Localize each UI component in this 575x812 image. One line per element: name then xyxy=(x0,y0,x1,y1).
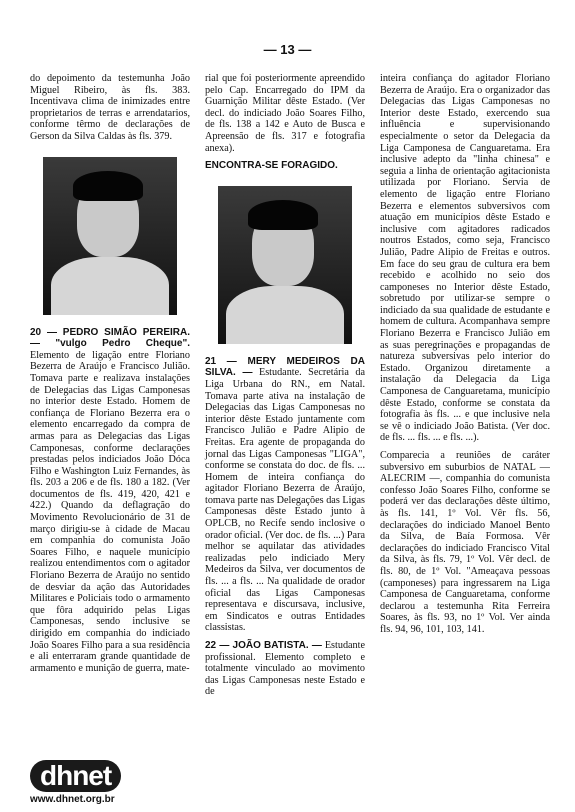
logo-mark: dhnet xyxy=(30,760,121,792)
portrait-photo-mery xyxy=(218,186,352,344)
column-middle xyxy=(205,73,365,704)
col3-para2: Comparecia a reuniões de caráter subversivo em suburbios de NATAL — ALECRIM —, companhia do comunista confesso João Soares Filho, conforme se poderá ver das declarações dêste último, às fls. 141, 1º Vol. Vêr fls. 56, declarações do indiciado Manoel Bento da Silva, de Baía Formosa. Vêr declarações do indiciado Francisco Vital da Silva, às fls. 79, 1º Vol. Vêr decl. de fls. 80, de 1º Vol. "Ameaçava pessoas (camponeses) para ingressarem na Liga Camponesa de Canguaretama, conforme declarou a testemunha Rita Ferreira Soares, às fls. 93, no 1º Vol. Ver ainda fls. 94, 96, 101, 103, 141. xyxy=(380,450,550,635)
column-left xyxy=(30,73,190,680)
dhnet-logo xyxy=(30,760,121,805)
entry-20-body: Elemento de ligação entre Floriano Bezerra de Araújo e Francisco Julião. Tomava parte e realizava instalações de Delegacias das Ligas Camponesas no interior deste Estado. Homem de confiança de Floriano Bezerra era o elemento encarregado da compra de armas para as Delegacias das Ligas Camponesas, conforme declarações prestadas pelos indiciados João Dóca Filho e Washington Luiz Fernandes, às fls. 203 a 206 e de fls. 180 a 182. (Ver documentos de fls. 419, 420, 421 e 422.) Quando da deflagração do Movimento Revolucionário de 31 de março dirigiu-se à cidade de Macau em companhia do comunista João Soares Filho, e naquele município realizou entendimentos com o agitador Floriano Bezerra de Araújo no sentido de desviar da ação das Autoridades Militares e Policiais todo o armamento que fôra adquirido pelas Ligas Camponesas, sendo inclusive se dirigido em companhia do indiciado João Soares Filho para a sua residência e ali enterraram grande quantidade de armamento e munição de guerra, mate- xyxy=(30,349,190,674)
col3-body: inteira confiança do agitador Floriano Bezerra de Araújo. Era o organizador das Delegacias das Ligas Camponesas no Interior deste Estado, exercendo sua influência e supervisionando especialmente o setor da Delegacia da Liga Camponesa de Canguaretama. Era inclusive adepto da "linha chinesa" e seguia a linha de orientação agitacionista utilizada por Floriano. Servia de elemento de ligação entre Floriano Bezerra e elementos subversivos com atuação em municípios dêste Estado e inclusive com agitadores radicados noutros Estados, como seja, Francisco Julião, Padre Alipio de Freitas e outros. Em face do seu grau de cultura era bem recebido e acolhido no seio dos camponeses no Interior dêste Estado, sobretudo por utilizar-se sempre o indiciado da sua qualidade de estudante e homem de cultura. Acompanhava sempre Floriano Bezerra e Francisco Julião em as suas peregrinações e propagandas de natureza subversivas pelo interior do Estado. Organizou diretamente a instalação da Delegacia da Liga Camponesa de Canguaretama, município dêste Estado, conforme se constata da fotografia às fls. ... e que inclusive nela se vê o indiciado João Batista. (Ver doc. de fls. ... fls. ... e fls. ...). xyxy=(380,73,550,444)
entry-22-heading: 22 — JOÃO BATISTA. — xyxy=(205,640,322,651)
entry-20 xyxy=(30,327,190,675)
foragido-notice: ENCONTRA-SE FORAGIDO. xyxy=(205,160,338,172)
entry-21-body: Estudante. Secretária da Liga Urbana do RN., em Natal. Tomava parte ativa na instalação de Delegacias das Ligas Camponesas no interior dêste Estado juntamente com Francisco Julião e Padre Alipio de Freitas. Era agente de propaganda do jornal das Ligas Camponesas "LIGA", conforme se constata do doc. de fls. ... Homem de inteira confiança do agitador Floriano Bezerra de Araújo, tomava parte nas Delegações das Ligas Camponesas dêste Estado junto à OPLCB, no Recife sendo inclosive o orador oficial. (Ver doc. de fls. ...) Para melhor se aquilatar das atividades realizadas pelo indiciado Mery Medeiros da Silva, ver documentos de fls. ... a fls. ... Na qualidade de orador oficial das Ligas Camponesas representava e discursava, inclusive, em Sindicatos e outras Entidades classistas. xyxy=(205,367,366,634)
entry-22 xyxy=(205,640,365,698)
entry-21-heading: 21 — MERY MEDEIROS DA SILVA. — xyxy=(205,355,365,379)
column-right xyxy=(380,73,550,642)
col1-intro: do depoimento da testemunha João Miguel Ribeiro, às fls. 383. Incentivava clima de inimizades entre proprietarios de terras e arrendatarios, conforme têrmo de declarações de Gerson da Silva Caldas às fls. 379. xyxy=(30,73,190,142)
entry-21 xyxy=(205,356,365,634)
col2-intro: rial que foi posteriormente apreendido pelo Cap. Encarregado do IPM da Guarnição Militar dêste Estado. (Ver decl. do indiciado João Soares Filho, de fls. 138 a 142 e Auto de Busca e Apreensão de fls. 317 e fotografia anexa). xyxy=(205,73,365,154)
entry-20-heading: 20 — PEDRO SIMÃO PEREIRA. — "vulgo Pedro Cheque". xyxy=(30,326,190,350)
entry-22-body: Estudante profissional. Elemento completo e totalmente vinculado ao movimento das Ligas Camponesas neste Estado e de xyxy=(205,640,366,698)
site-url: www.dhnet.org.br xyxy=(30,794,115,805)
page-number: — 13 — xyxy=(263,42,312,57)
portrait-photo-pedro xyxy=(43,157,177,315)
